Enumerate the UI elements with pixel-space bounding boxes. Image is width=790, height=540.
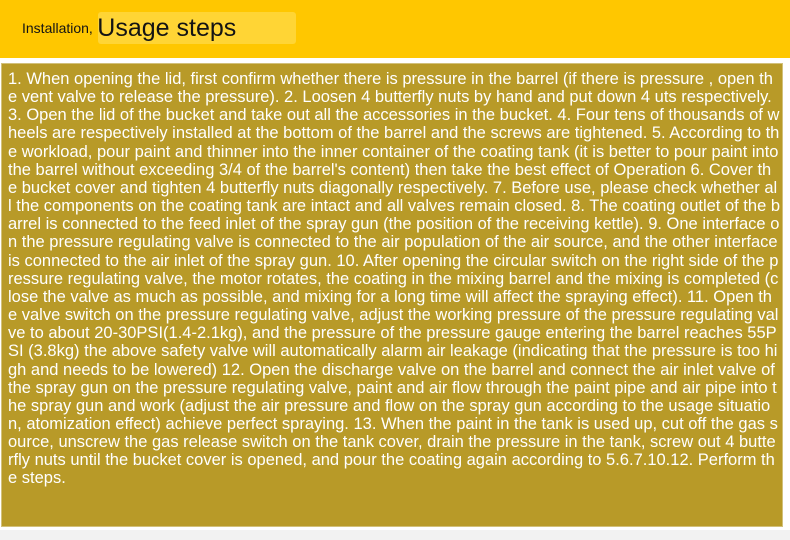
instructions-text: 1. When opening the lid, first confirm whether there is pressure in the barrel (if there is pressure , open the vent valve to release the pressure). 2. Loosen 4 butterfly nuts by hand and put down 4 uts respectively. 3. Open the lid of the bucket and take out all the accessories in the bucket. 4. Four tens of thousands of wheels are respectively installed at the bottom of the barrel and the screws are tightened. 5. According to the workload, pour paint and thinner into the inner container of the coating tank (it is better to pour paint into the barrel without exceeding 3/4 of the barrel's content) then take the best effect of Operation 6. Cover the bucket cover and tighten 4 butterfly nuts diagonally respectively. 7. Before use, please check whether all the components on the coating tank are intact and all valves remain closed. 8. The coating outlet of the barrel is connected to the feed inlet of the spray gun (the position of the receiving kettle). 9. One interface on the pressure regulating valve is connected to the air population of the air source, and the other interface is connected to the air inlet of the spray gun. 10. After opening the circular switch on the right side of the pressure regulating valve, the motor rotates, the coating in the mixing barrel and the mixing is completed (close the valve as much as possible, and mixing for a long time will affect the spraying effect). 11. Open the valve switch on the pressure regulating valve, adjust the working pressure of the pressure regulating valve to about 20-30PSI(1.4-2.1kg), and the pressure of the pressure gauge entering the barrel reaches 55PSI (3.8kg) the above safety valve will automatically alarm air leakage (indicating that the pressure is too high and needs to be lowered) 12. Open the discharge valve on the barrel and connect the air inlet valve of the spray gun on the pressure regulating valve, paint and air flow through the paint pipe and air pipe into the spray gun and work (adjust the air pressure and flow on the spray gun according to the usage situation, atomization effect) achieve perfect spraying. 13. When the paint in the tank is used up, cut off the gas source, unscrew the gas release switch on the tank cover, drain the pressure in the tank, screw out 4 butterfly nuts until the bucket cover is opened, and pour the coating again according to 5.6.7.10.12. Perform the steps. — [8, 70, 780, 488]
header-banner — [0, 0, 790, 58]
page-title — [22, 14, 236, 43]
instructions-panel — [1, 63, 783, 527]
title-main: Usage steps — [97, 14, 237, 42]
title-prefix: Installation, — [22, 20, 93, 36]
bottom-divider — [0, 530, 790, 540]
